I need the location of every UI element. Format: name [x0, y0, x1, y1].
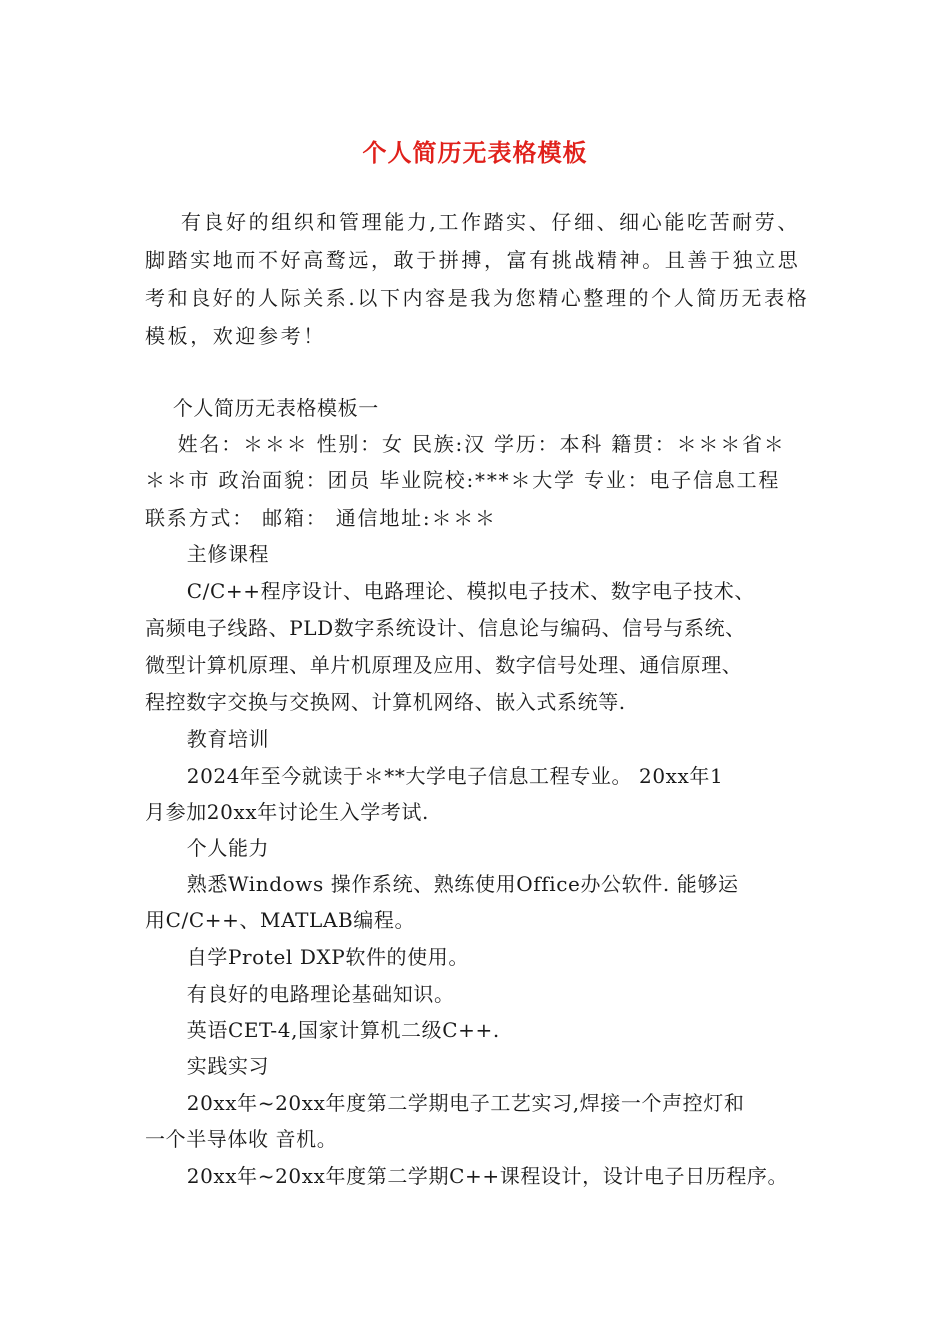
practice-line: 20xx年~20xx年度第二学期电子工艺实习,焊接一个声控灯和 — [145, 1091, 745, 1115]
education-line: 月参加20xx年讨论生入学考试. — [145, 800, 429, 824]
intro-line: 考和良好的人际关系.以下内容是我为您精心整理的个人简历无表格 — [145, 286, 810, 310]
intro-line: 脚踏实地而不好高鹜远，敢于拼搏，富有挑战精神。且善于独立思 — [145, 248, 801, 272]
ability-line: 用C/C++、MATLAB编程。 — [145, 908, 416, 932]
section-heading-courses: 主修课程 — [145, 542, 270, 566]
template-heading: 个人简历无表格模板一 — [145, 396, 379, 420]
courses-line: 程控数字交换与交换网、计算机网络、嵌入式系统等. — [145, 690, 626, 714]
ability-line: 英语CET-4,国家计算机二级C++. — [145, 1018, 500, 1042]
courses-line: 微型计算机原理、单片机原理及应用、数字信号处理、通信原理、 — [145, 653, 743, 677]
ability-line: 熟悉Windows 操作系统、熟练使用Office办公软件. 能够运 — [145, 872, 739, 896]
document-title: 个人简历无表格模板 — [362, 139, 588, 167]
courses-line: 高频电子线路、PLD数字系统设计、信息论与编码、信号与系统、 — [145, 616, 746, 640]
info-line: 联系方式： 邮箱： 通信地址:＊＊＊ — [145, 506, 497, 530]
intro-line: 模板，欢迎参考！ — [145, 324, 326, 348]
education-line: 2024年至今就读于＊**大学电子信息工程专业。 20xx年1 — [145, 764, 724, 788]
practice-line: 20xx年~20xx年度第二学期C++课程设计，设计电子日历程序。 — [145, 1164, 789, 1188]
courses-line: C/C++程序设计、电路理论、模拟电子技术、数字电子技术、 — [145, 579, 756, 603]
section-heading-ability: 个人能力 — [145, 836, 270, 860]
section-heading-practice: 实践实习 — [145, 1054, 270, 1078]
info-line: ＊＊市 政治面貌：团员 毕业院校:***＊大学 专业：电子信息工程 — [145, 468, 781, 492]
info-line: 姓名：＊＊＊ 性别：女 民族:汉 学历：本科 籍贯：＊＊＊省＊ — [145, 432, 786, 456]
practice-line: 一个半导体收 音机。 — [145, 1127, 338, 1151]
ability-line: 有良好的电路理论基础知识。 — [145, 982, 455, 1006]
intro-line: 有良好的组织和管理能力,工作踏实、仔细、细心能吃苦耐劳、 — [145, 210, 800, 234]
ability-line: 自学Protel DXP软件的使用。 — [145, 945, 469, 969]
section-heading-education: 教育培训 — [145, 727, 270, 751]
